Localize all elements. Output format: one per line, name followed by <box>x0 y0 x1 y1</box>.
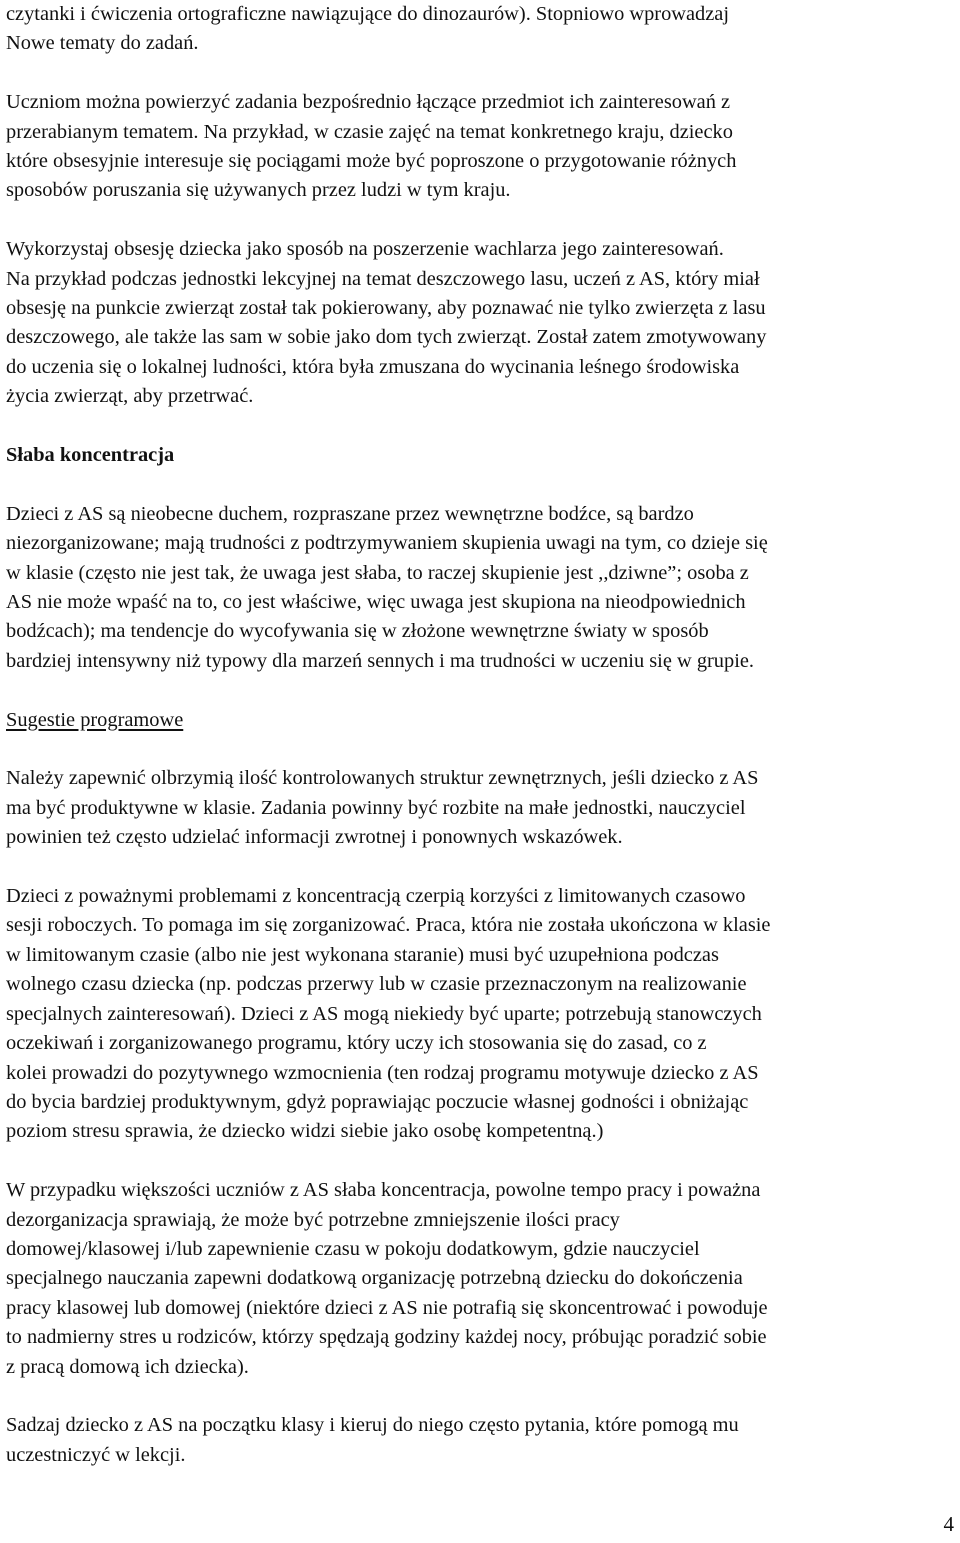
text-line: życia zwierząt, aby przetrwać. <box>6 385 254 408</box>
text-line: ma być produktywne w klasie. Zadania powinny być rozbite na małe jednostki, nauczyciel <box>6 796 746 819</box>
text-line: Sadzaj dziecko z AS na początku klasy i kieruj do niego często pytania, które pomogą mu <box>6 1414 739 1437</box>
paragraph <box>6 235 954 411</box>
text-line: domowej/klasowej i/lub zapewnienie czasu w pokoju dodatkowym, gdzie nauczyciel <box>6 1237 700 1260</box>
text-line: sposobów poruszania się używanych przez ludzi w tym kraju. <box>6 179 511 202</box>
text-line: do uczenia się o lokalnej ludności, która była zmuszana do wycinania leśnego środowiska <box>6 355 740 378</box>
text-line: Należy zapewnić olbrzymią ilość kontrolowanych struktur zewnętrznych, jeśli dziecko z AS <box>6 767 759 790</box>
text-line: obsesję na punkcie zwierząt został tak pokierowany, aby poznawać nie tylko zwierzęta z lasu <box>6 297 766 320</box>
text-line: wolnego czasu dziecka (np. podczas przerwy lub w czasie przeznaczonym na realizowanie <box>6 973 747 996</box>
text-line: Dzieci z AS są nieobecne duchem, rozpraszane przez wewnętrzne bodźce, są bardzo <box>6 502 694 525</box>
paragraph <box>6 1176 954 1382</box>
text-line: deszczowego, ale także las sam w sobie jako dom tych zwierząt. Został zatem zmotywowany <box>6 326 767 349</box>
text-line: to nadmierny stres u rodziców, którzy spędzają godziny każdej nocy, próbując poradzić sobie <box>6 1326 767 1349</box>
text-line: w klasie (często nie jest tak, że uwaga jest słaba, to raczej skupienie jest ,,dziwne”; osoba z <box>6 561 749 584</box>
text-line: czytanki i ćwiczenia ortograficzne nawiązujące do dinozaurów). Stopniowo wprowadzaj <box>6 3 730 25</box>
text-line: specjalnych zainteresowań). Dzieci z AS mogą niekiedy być uparte; potrzebują stanowczych <box>6 1002 762 1025</box>
text-line: Nowe tematy do zadań. <box>6 32 199 55</box>
text-line: AS nie może wpaść na to, co jest właściwe, więc uwaga jest skupiona na nieodpowiednich <box>6 591 746 614</box>
subsection-heading <box>6 706 954 735</box>
text-line: kolei prowadzi do pozytywnego wzmocnienia (ten rodzaj programu motywuje dziecko z AS <box>6 1061 759 1084</box>
paragraph <box>6 764 954 852</box>
text-line: bardziej intensywny niż typowy dla marzeń sennych i ma trudności w uczeniu się w grupie. <box>6 649 755 672</box>
paragraph <box>6 1411 954 1470</box>
paragraph <box>6 0 954 59</box>
text-line: W przypadku większości uczniów z AS słaba koncentracja, powolne tempo pracy i poważna <box>6 1179 761 1202</box>
text-line: poziom stresu sprawia, że dziecko widzi siebie jako osobę kompetentną.) <box>6 1120 604 1143</box>
text-line: w limitowanym czasie (albo nie jest wykonana staranie) musi być uzupełniona podczas <box>6 943 719 966</box>
text-line: dezorganizacja sprawiają, że może być potrzebne zmniejszenie ilości pracy <box>6 1208 620 1231</box>
text-line: uczestniczyć w lekcji. <box>6 1443 186 1466</box>
text-line: Dzieci z poważnymi problemami z koncentracją czerpią korzyści z limitowanych czasowo <box>6 885 746 908</box>
text-line: z pracą domową ich dziecka). <box>6 1355 249 1378</box>
text-line: do bycia bardziej produktywnym, gdyż poprawiając poczucie własnej godności i obniżając <box>6 1090 749 1113</box>
text-line: oczekiwań i zorganizowanego programu, który uczy ich stosowania się do zasad, co z <box>6 1032 707 1055</box>
subsection-heading-text: Sugestie programowe <box>6 708 184 731</box>
text-line: przerabianym tematem. Na przykład, w czasie zajęć na temat konkretnego kraju, dziecko <box>6 120 733 143</box>
paragraph <box>6 500 954 676</box>
text-line: sesji roboczych. To pomaga im się zorganizować. Praca, która nie została ukończona w klasie <box>6 914 771 937</box>
text-line: Wykorzystaj obsesję dziecka jako sposób na poszerzenie wachlarza jego zainteresowań. <box>6 238 724 261</box>
paragraph <box>6 882 954 1147</box>
text-line: specjalnego nauczania zapewni dodatkową organizację potrzebną dziecku do dokończenia <box>6 1267 743 1290</box>
page-number: 4 <box>943 1512 954 1536</box>
section-heading: Słaba koncentracja <box>6 444 175 467</box>
document-page <box>6 0 954 1470</box>
text-line: pracy klasowej lub domowej (niektóre dzieci z AS nie potrafią się skoncentrować i powoduje <box>6 1296 768 1319</box>
text-line: Na przykład podczas jednostki lekcyjnej na temat deszczowego lasu, uczeń z AS, który miał <box>6 267 760 290</box>
text-line: bodźcach); ma tendencje do wycofywania się w złożone wewnętrzne światy w sposób <box>6 620 709 643</box>
text-line: Uczniom można powierzyć zadania bezpośrednio łączące przedmiot ich zainteresowań z <box>6 91 731 114</box>
text-line: powinien też często udzielać informacji zwrotnej i ponownych wskazówek. <box>6 826 623 849</box>
text-line: niezorganizowane; mają trudności z podtrzymywaniem skupienia uwagi na tym, co dzieje się <box>6 532 768 555</box>
text-line: które obsesyjnie interesuje się pociągami może być poproszone o przygotowanie różnych <box>6 150 737 173</box>
paragraph <box>6 88 954 206</box>
